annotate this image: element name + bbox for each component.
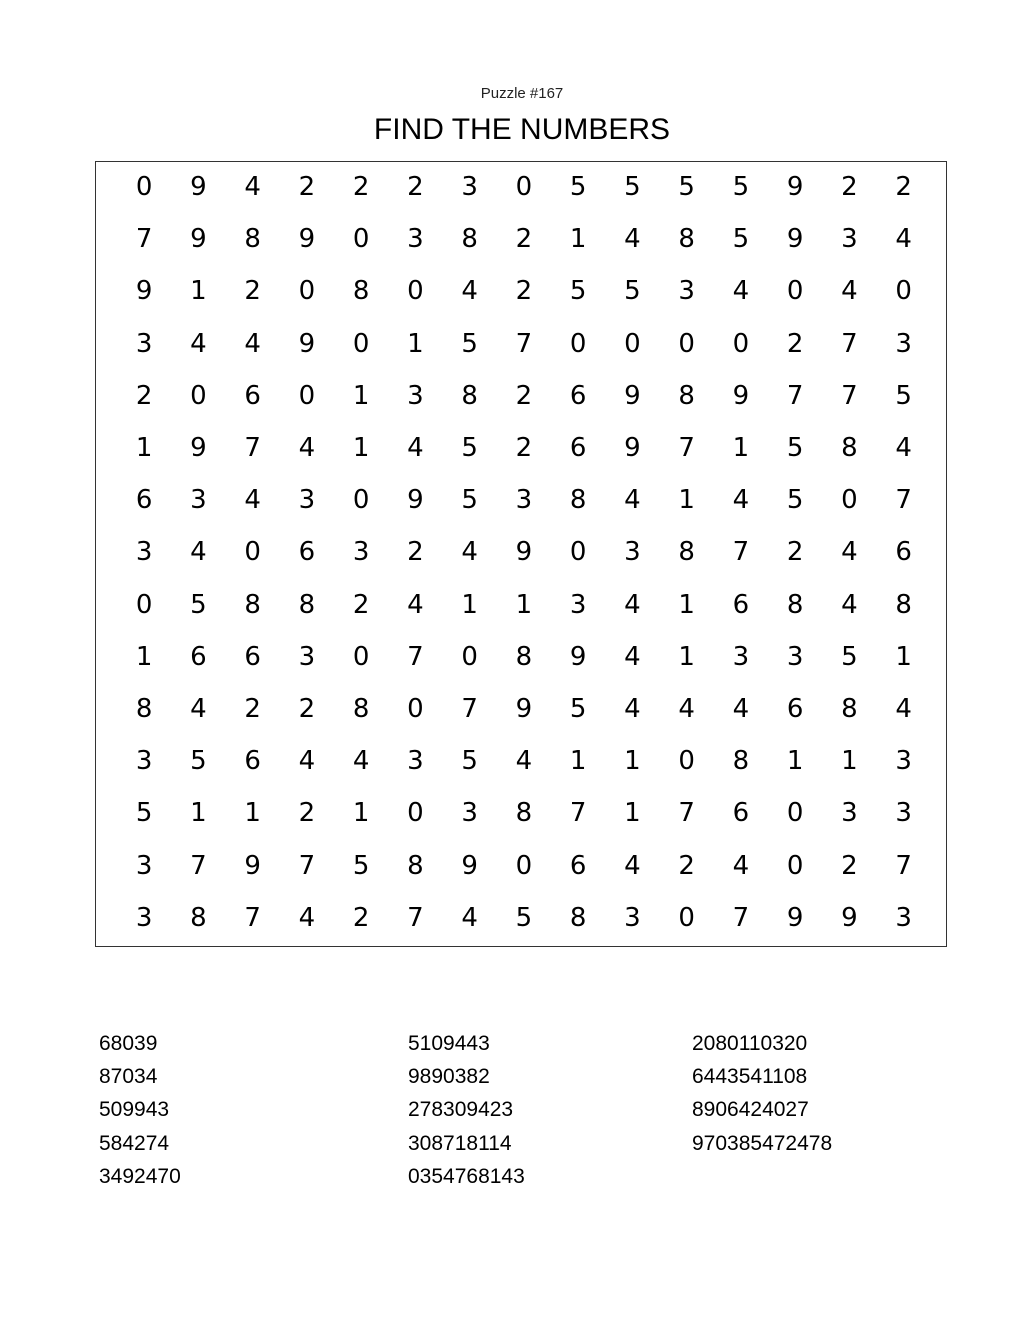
grid-cell[interactable]: 7 xyxy=(407,902,424,933)
grid-cell[interactable]: 4 xyxy=(190,537,207,568)
word-list-item: 3492470 xyxy=(99,1164,181,1188)
grid-cell[interactable]: 2 xyxy=(678,850,695,881)
puzzle-number: Puzzle #167 xyxy=(480,85,564,102)
grid-cell[interactable]: 8 xyxy=(515,798,533,829)
grid-cell[interactable]: 1 xyxy=(678,485,695,516)
grid-cell[interactable]: 1 xyxy=(244,798,261,829)
grid-cell[interactable]: 1 xyxy=(678,641,695,672)
grid-cell[interactable]: 7 xyxy=(732,902,750,933)
grid-cell[interactable]: 8 xyxy=(461,380,478,411)
grid-cell[interactable]: 4 xyxy=(244,172,261,203)
grid-cell[interactable]: 4 xyxy=(732,850,750,881)
grid-cell[interactable]: 5 xyxy=(515,902,533,933)
grid-cell[interactable]: 4 xyxy=(624,224,641,255)
grid-cell[interactable]: 8 xyxy=(569,902,587,933)
grid-cell[interactable]: 2 xyxy=(244,693,261,724)
grid-cell[interactable]: 6 xyxy=(244,746,261,777)
grid-cell[interactable]: 2 xyxy=(786,537,804,568)
grid-cell[interactable]: 3 xyxy=(135,328,153,359)
grid-cell[interactable]: 3 xyxy=(895,798,912,829)
grid-cell[interactable]: 9 xyxy=(569,641,587,672)
grid-cell[interactable]: 8 xyxy=(190,902,207,933)
grid-cell[interactable]: 0 xyxy=(407,276,424,307)
grid-cell[interactable]: 1 xyxy=(190,276,207,307)
word-list-item: 308718114 xyxy=(408,1131,512,1155)
grid-cell[interactable]: 4 xyxy=(841,537,858,568)
grid-cell[interactable]: 8 xyxy=(135,693,153,724)
grid-cell[interactable]: 1 xyxy=(352,798,370,829)
grid-cell[interactable]: 4 xyxy=(352,746,370,777)
grid-cell[interactable]: 0 xyxy=(841,485,858,516)
grid-cell[interactable]: 9 xyxy=(407,485,424,516)
grid-cell[interactable]: 0 xyxy=(298,276,316,307)
grid-cell[interactable]: 5 xyxy=(190,589,207,620)
word-list-item: 9890382 xyxy=(408,1065,490,1089)
grid-cell[interactable]: 7 xyxy=(515,328,533,359)
grid-cell[interactable]: 7 xyxy=(569,798,587,829)
word-list-item: 8906424027 xyxy=(692,1098,809,1122)
grid-cell[interactable]: 1 xyxy=(190,798,207,829)
grid-cell[interactable]: 5 xyxy=(352,850,370,881)
grid-cell[interactable]: 6 xyxy=(298,537,316,568)
grid-cell[interactable]: 0 xyxy=(786,276,804,307)
grid-cell[interactable]: 4 xyxy=(678,693,695,724)
grid-cell[interactable]: 9 xyxy=(190,433,207,464)
grid-cell[interactable]: 1 xyxy=(515,589,533,620)
grid-cell[interactable]: 4 xyxy=(244,328,261,359)
grid-cell[interactable]: 2 xyxy=(244,276,261,307)
grid-cell[interactable]: 2 xyxy=(407,172,424,203)
word-list-item: 87034 xyxy=(99,1065,158,1089)
grid-cell[interactable]: 3 xyxy=(841,224,858,255)
grid-cell[interactable]: 4 xyxy=(515,746,533,777)
grid-cell[interactable]: 2 xyxy=(298,172,316,203)
grid-cell[interactable]: 3 xyxy=(407,224,424,255)
grid-cell[interactable]: 6 xyxy=(569,380,587,411)
grid-cell[interactable]: 2 xyxy=(135,380,153,411)
grid-cell[interactable]: 5 xyxy=(786,433,804,464)
grid-cell[interactable]: 2 xyxy=(407,537,424,568)
grid-cell[interactable]: 9 xyxy=(841,902,858,933)
word-list-item: 584274 xyxy=(99,1131,170,1155)
grid-cell[interactable]: 3 xyxy=(841,798,858,829)
grid-cell[interactable]: 6 xyxy=(569,850,587,881)
grid-cell[interactable]: 9 xyxy=(624,433,641,464)
word-list-item: 970385472478 xyxy=(692,1131,833,1155)
grid-cell[interactable]: 1 xyxy=(841,746,858,777)
grid-cell[interactable]: 3 xyxy=(678,276,695,307)
grid-cell[interactable]: 1 xyxy=(786,746,804,777)
grid-cell[interactable]: 7 xyxy=(678,433,695,464)
grid-cell[interactable]: 5 xyxy=(678,172,695,203)
grid-cell[interactable]: 7 xyxy=(190,850,207,881)
word-list-item: 5109443 xyxy=(408,1032,490,1055)
grid-cell[interactable]: 3 xyxy=(461,798,478,829)
grid-cell[interactable]: 7 xyxy=(135,224,153,255)
word-list-item: 509943 xyxy=(99,1098,170,1122)
grid-cell[interactable]: 3 xyxy=(135,537,153,568)
grid-cell[interactable]: 2 xyxy=(515,224,533,255)
grid-cell[interactable]: 8 xyxy=(678,537,695,568)
grid-cell[interactable]: 3 xyxy=(461,172,478,203)
grid-cell[interactable]: 0 xyxy=(298,380,316,411)
grid-cell[interactable]: 0 xyxy=(895,276,912,307)
grid-cell[interactable]: 4 xyxy=(732,276,750,307)
grid-cell[interactable]: 3 xyxy=(190,485,207,516)
grid-cell[interactable]: 6 xyxy=(732,798,750,829)
grid-cell[interactable]: 3 xyxy=(135,746,153,777)
grid-cell[interactable]: 2 xyxy=(352,589,370,620)
grid-cell[interactable]: 5 xyxy=(461,746,478,777)
grid-cell[interactable]: 3 xyxy=(135,902,153,933)
grid-cell[interactable]: 1 xyxy=(678,589,695,620)
grid-cell[interactable]: 3 xyxy=(786,641,804,672)
grid-cell[interactable]: 4 xyxy=(461,276,478,307)
grid-cell[interactable]: 6 xyxy=(190,641,207,672)
grid-cell[interactable]: 3 xyxy=(895,328,912,359)
grid-cell[interactable]: 9 xyxy=(244,850,261,881)
grid-cell[interactable]: 2 xyxy=(352,172,370,203)
grid-cell[interactable]: 3 xyxy=(895,902,912,933)
grid-cell[interactable]: 4 xyxy=(841,589,858,620)
grid-cell[interactable]: 6 xyxy=(895,537,912,568)
grid-cell[interactable]: 8 xyxy=(515,641,533,672)
grid-cell[interactable]: 4 xyxy=(298,433,316,464)
grid-cell[interactable]: 9 xyxy=(732,380,750,411)
grid-cell[interactable]: 5 xyxy=(786,485,804,516)
word-list-item: 278309423 xyxy=(408,1098,514,1122)
grid-cell[interactable]: 9 xyxy=(190,172,207,203)
grid-cell[interactable]: 0 xyxy=(407,798,424,829)
grid-cell[interactable]: 5 xyxy=(190,746,207,777)
grid-cell[interactable]: 8 xyxy=(461,224,478,255)
grid-cell[interactable]: 2 xyxy=(841,850,858,881)
grid-cell[interactable]: 4 xyxy=(895,693,912,724)
grid-cell[interactable]: 5 xyxy=(624,172,641,203)
grid-cell[interactable]: 0 xyxy=(135,172,153,203)
grid-cell[interactable]: 7 xyxy=(895,850,912,881)
grid-cell[interactable]: 7 xyxy=(244,902,261,933)
grid-cell[interactable]: 4 xyxy=(895,433,912,464)
grid-cell[interactable]: 4 xyxy=(407,433,424,464)
grid-cell[interactable]: 8 xyxy=(244,224,261,255)
grid-cell[interactable]: 3 xyxy=(732,641,750,672)
grid-cell[interactable]: 0 xyxy=(678,902,695,933)
grid-cell[interactable]: 4 xyxy=(732,693,750,724)
grid-cell[interactable]: 7 xyxy=(786,380,804,411)
grid-cell[interactable]: 4 xyxy=(461,902,478,933)
grid-cell[interactable]: 8 xyxy=(244,589,261,620)
grid-cell[interactable]: 9 xyxy=(515,537,533,568)
grid-cell[interactable]: 9 xyxy=(190,224,207,255)
grid-cell[interactable]: 8 xyxy=(841,433,858,464)
grid-cell[interactable]: 8 xyxy=(352,693,370,724)
grid-cell[interactable]: 7 xyxy=(407,641,424,672)
grid-cell[interactable]: 7 xyxy=(841,328,858,359)
grid-cell[interactable]: 3 xyxy=(135,850,153,881)
grid-cell[interactable]: 0 xyxy=(352,328,370,359)
grid-cell[interactable]: 1 xyxy=(135,641,153,672)
grid-cell[interactable]: 4 xyxy=(624,589,641,620)
grid-cell[interactable]: 6 xyxy=(135,485,153,516)
grid-cell[interactable]: 3 xyxy=(569,589,587,620)
grid-cell[interactable]: 4 xyxy=(624,693,641,724)
grid-cell[interactable]: 3 xyxy=(624,537,641,568)
word-list-item: 68039 xyxy=(99,1032,158,1055)
word-list-item: 2080110320 xyxy=(692,1032,808,1055)
grid-cell[interactable]: 0 xyxy=(244,537,261,568)
grid-cell[interactable]: 2 xyxy=(298,693,316,724)
grid-cell[interactable]: 4 xyxy=(407,589,424,620)
grid-cell[interactable]: 1 xyxy=(352,433,370,464)
grid-cell[interactable]: 2 xyxy=(515,276,533,307)
grid-cell[interactable]: 6 xyxy=(569,433,587,464)
grid-cell[interactable]: 7 xyxy=(298,850,316,881)
grid-cell[interactable]: 1 xyxy=(624,798,641,829)
grid-cell[interactable]: 6 xyxy=(244,380,261,411)
page-title: FIND THE NUMBERS xyxy=(373,113,671,146)
grid-cell[interactable]: 1 xyxy=(624,746,641,777)
grid-cell[interactable]: 1 xyxy=(461,589,478,620)
grid-cell[interactable]: 2 xyxy=(841,172,858,203)
grid-cell[interactable]: 0 xyxy=(515,172,533,203)
grid-cell[interactable]: 8 xyxy=(678,380,695,411)
grid-cell[interactable]: 7 xyxy=(244,433,261,464)
grid-cell[interactable]: 8 xyxy=(895,589,912,620)
grid-cell[interactable]: 9 xyxy=(461,850,478,881)
grid-cell[interactable]: 3 xyxy=(298,641,316,672)
grid-cell[interactable]: 5 xyxy=(135,798,153,829)
grid-cell[interactable]: 4 xyxy=(895,224,912,255)
grid-cell[interactable]: 9 xyxy=(298,224,316,255)
grid-cell[interactable]: 9 xyxy=(786,224,804,255)
grid-cell[interactable]: 3 xyxy=(407,746,424,777)
grid-cell[interactable]: 4 xyxy=(624,850,641,881)
grid-cell[interactable]: 0 xyxy=(678,328,695,359)
grid-cell[interactable]: 8 xyxy=(732,746,750,777)
grid-cell[interactable]: 5 xyxy=(895,380,912,411)
grid-cell[interactable]: 0 xyxy=(135,589,153,620)
grid-cell[interactable]: 1 xyxy=(732,433,750,464)
grid-cell[interactable]: 9 xyxy=(786,172,804,203)
grid-cell[interactable]: 1 xyxy=(569,224,587,255)
grid-cell[interactable]: 0 xyxy=(786,798,804,829)
grid-cell[interactable]: 3 xyxy=(407,380,424,411)
grid-cell[interactable]: 7 xyxy=(732,537,750,568)
grid-cell[interactable]: 6 xyxy=(732,589,750,620)
grid-cell[interactable]: 6 xyxy=(244,641,261,672)
grid-cell[interactable]: 8 xyxy=(678,224,695,255)
grid-cell[interactable]: 0 xyxy=(732,328,750,359)
grid-cell[interactable]: 7 xyxy=(841,380,858,411)
grid-cell[interactable]: 4 xyxy=(624,641,641,672)
grid-cell[interactable]: 9 xyxy=(298,328,316,359)
word-list-column-2 xyxy=(408,1027,525,1193)
grid-cell[interactable]: 0 xyxy=(352,485,370,516)
grid-cell[interactable]: 5 xyxy=(841,641,858,672)
word-list-column-3 xyxy=(692,1027,832,1160)
grid-cell[interactable]: 4 xyxy=(461,537,478,568)
grid-cell[interactable]: 8 xyxy=(786,589,804,620)
grid-cell[interactable]: 4 xyxy=(298,746,316,777)
grid-cell[interactable]: 8 xyxy=(298,589,316,620)
grid-cell[interactable]: 2 xyxy=(895,172,912,203)
grid-cell[interactable]: 0 xyxy=(190,380,207,411)
grid-cell[interactable]: 2 xyxy=(786,328,804,359)
grid-cell[interactable]: 7 xyxy=(678,798,695,829)
grid-cell[interactable]: 0 xyxy=(352,641,370,672)
grid-cell[interactable]: 0 xyxy=(407,693,424,724)
grid-cell[interactable]: 9 xyxy=(515,693,533,724)
grid-cell[interactable]: 5 xyxy=(461,485,478,516)
grid-cell[interactable]: 3 xyxy=(352,537,370,568)
grid-cell[interactable]: 9 xyxy=(786,902,804,933)
grid-cell[interactable]: 8 xyxy=(841,693,858,724)
grid-cell[interactable]: 5 xyxy=(732,224,750,255)
grid-cell[interactable]: 5 xyxy=(732,172,750,203)
grid-cell[interactable]: 1 xyxy=(569,746,587,777)
grid-cell[interactable]: 0 xyxy=(786,850,804,881)
grid-cell[interactable]: 5 xyxy=(624,276,641,307)
word-list-column-1 xyxy=(99,1027,181,1193)
grid-cell[interactable]: 3 xyxy=(515,485,533,516)
grid-cell[interactable]: 1 xyxy=(895,641,912,672)
grid-cell[interactable]: 3 xyxy=(298,485,316,516)
grid-cell[interactable]: 1 xyxy=(352,380,370,411)
grid-cell[interactable]: 5 xyxy=(461,328,478,359)
grid-cell[interactable]: 8 xyxy=(569,485,587,516)
grid-cell[interactable]: 4 xyxy=(624,485,641,516)
grid-cell[interactable]: 2 xyxy=(352,902,370,933)
grid-cell[interactable]: 0 xyxy=(569,328,587,359)
word-list-item: 6443541108 xyxy=(692,1065,808,1089)
grid-cell[interactable]: 4 xyxy=(244,485,261,516)
grid-cell[interactable]: 2 xyxy=(515,433,533,464)
grid-cell[interactable]: 9 xyxy=(135,276,153,307)
grid-cell[interactable]: 2 xyxy=(298,798,316,829)
grid-cell[interactable]: 3 xyxy=(624,902,641,933)
grid-cell[interactable]: 0 xyxy=(515,850,533,881)
grid-cell[interactable]: 8 xyxy=(352,276,370,307)
grid-cell[interactable]: 7 xyxy=(895,485,912,516)
grid-cell[interactable]: 4 xyxy=(190,693,207,724)
grid-cell[interactable]: 0 xyxy=(352,224,370,255)
word-list-item: 0354768143 xyxy=(408,1164,525,1188)
grid-cell[interactable]: 0 xyxy=(624,328,641,359)
grid-cell[interactable]: 1 xyxy=(407,328,424,359)
grid-cell[interactable]: 4 xyxy=(841,276,858,307)
grid-cell[interactable]: 8 xyxy=(407,850,424,881)
grid-cell[interactable]: 0 xyxy=(678,746,695,777)
grid-cell[interactable]: 0 xyxy=(461,641,478,672)
grid-cell[interactable]: 5 xyxy=(461,433,478,464)
grid-cell[interactable]: 7 xyxy=(461,693,478,724)
grid-cell[interactable]: 1 xyxy=(135,433,153,464)
word-list xyxy=(0,1027,1024,1227)
number-grid xyxy=(117,161,931,944)
grid-cell[interactable]: 3 xyxy=(895,746,912,777)
grid-cell[interactable]: 4 xyxy=(190,328,207,359)
grid-cell[interactable]: 2 xyxy=(515,380,533,411)
grid-cell[interactable]: 6 xyxy=(786,693,804,724)
grid-cell[interactable]: 4 xyxy=(298,902,316,933)
grid-cell[interactable]: 4 xyxy=(732,485,750,516)
grid-cell[interactable]: 5 xyxy=(569,172,587,203)
grid-cell[interactable]: 9 xyxy=(624,380,641,411)
grid-cell[interactable]: 0 xyxy=(569,537,587,568)
grid-cell[interactable]: 5 xyxy=(569,693,587,724)
grid-cell[interactable]: 5 xyxy=(569,276,587,307)
